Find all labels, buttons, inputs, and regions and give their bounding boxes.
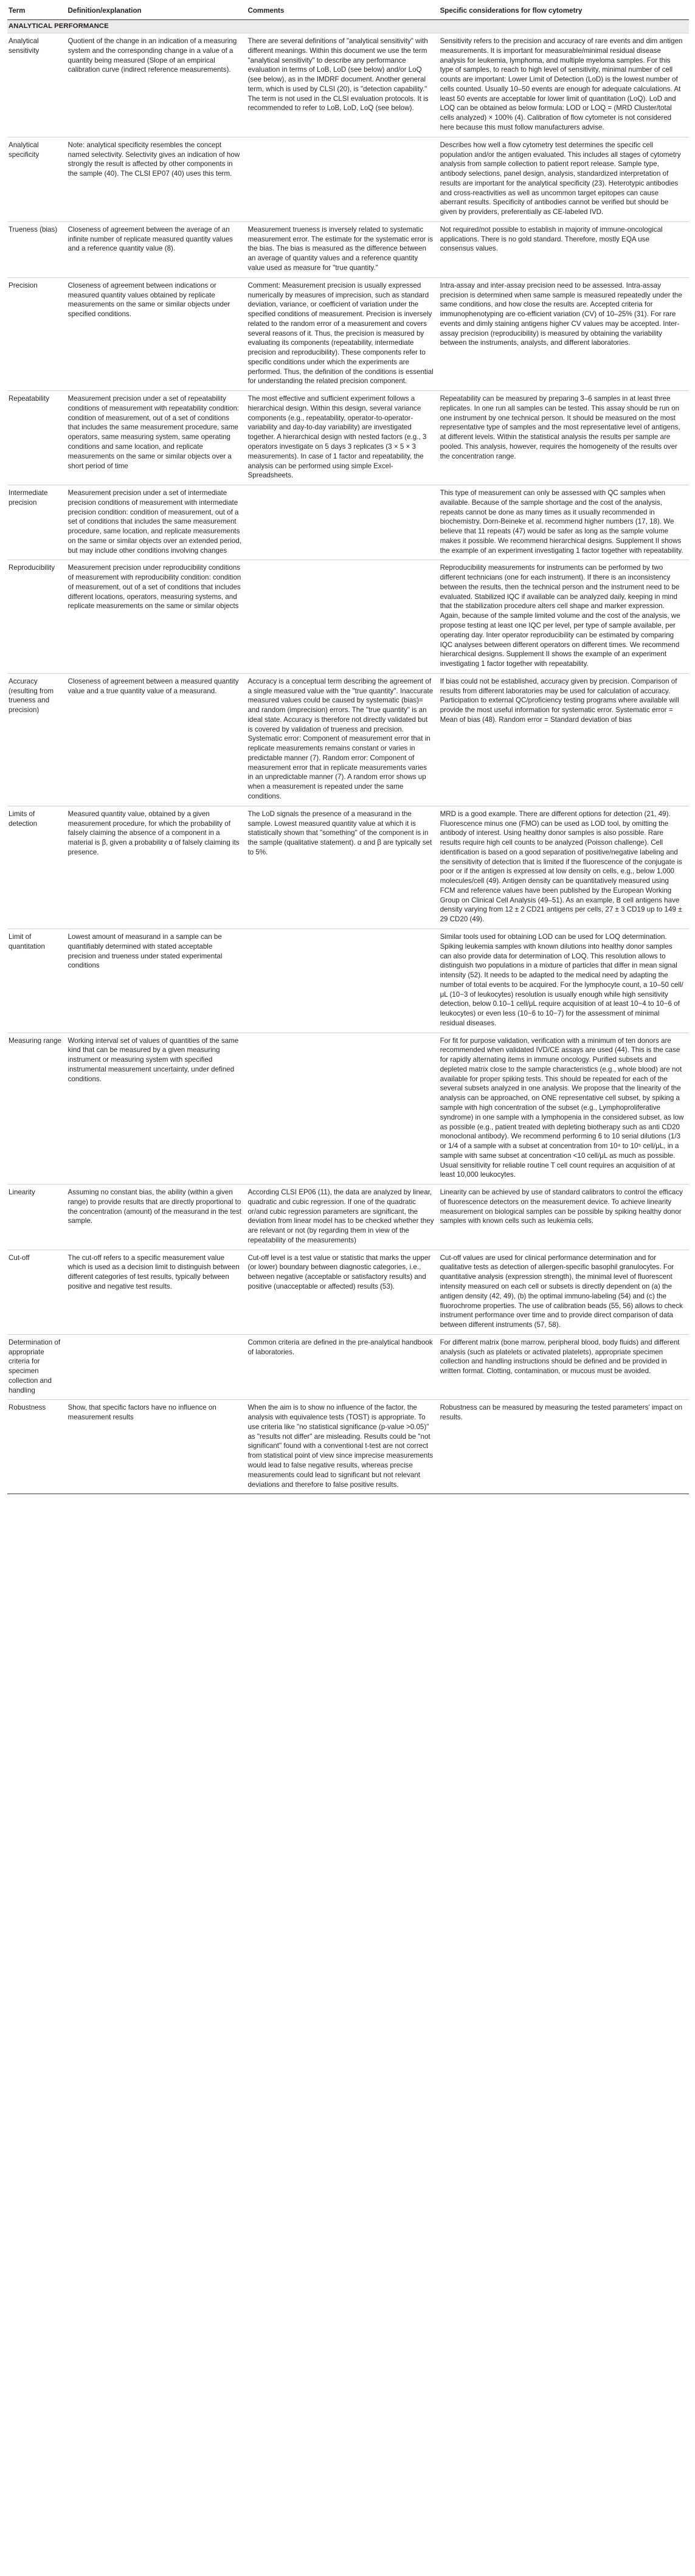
table-header-row xyxy=(7,4,689,19)
header-flow-cytometry: Specific considerations for flow cytometry xyxy=(439,4,689,19)
flow-cell: Similar tools used for obtaining LOD can be used for LOQ determination. Spiking leukemia samples with known dilutions into healthy donor samples can also provide data for determination of LOQ. This resolution allows to distinguish two populations in a mixture of particles that differ in mean signal intensity (52). It needs to be adapted to the medical need by adapting the number of total events to be acquired. For the lymphocyte count, a 10–50 cell/μL (10−3 of leukocytes) resolution is usually enough while high sensitivity detection, below 0.10–1 cell/μL require acquisition of at least 10−4 to 10−6 of leukocytes) or even less (10−6 to 10−7) for the assessment of minimal residual diseases. xyxy=(439,929,689,1033)
comments-cell: Common criteria are defined in the pre-analytical handbook of laboratories. xyxy=(246,1334,438,1400)
term-cell: Cut-off xyxy=(7,1250,67,1334)
term-cell: Analytical specificity xyxy=(7,137,67,221)
table-row xyxy=(7,560,689,673)
flow-cell: Reproducibility measurements for instruments can be performed by two different technicians (one for each instrument). If there is an inconsistency between the results, then the technical person and the instrument need to be evaluated. Stabilized IQC if available can be analyzed daily, keeping in mind that the stabilization procedure alters cell shape and marker expression. Again, because of the sample limited volume and the cost of the analysis, we propose testing at least one IQC per level, per type of sample available, per operating day. Inter operator reproducibility can be estimated by comparing IQC analyses between different operators on different times. We recommend hierarchical designs. Supplement II shows the example of an experiment investigating 1 factor together with repeatability. xyxy=(439,560,689,673)
validation-terms-table xyxy=(7,4,689,1494)
table-row xyxy=(7,673,689,806)
flow-cell: If bias could not be established, accuracy given by precision. Comparison of results from different laboratories may be used for calculation of accuracy. Participation to external QC/proficiency testing programs where available will provide the most useful information for systematic error. Systematic error = Mean of bias (48). Random error = Standard deviation of bias xyxy=(439,673,689,806)
comments-cell: Comment: Measurement precision is usually expressed numerically by measures of imprecision, such as standard deviation, variance, or coefficient of variation under the specified conditions of measurement. Precision is inversely related to the random error of a measurement and covers several reasons of it. Thus, the precision is measured by evaluating its components (repeatability, intermediate precision and reproducibility). These components refer to specific conditions under which the experiments are performed. Thus, the definition of the conditions is essential for understanding the related precision component. xyxy=(246,277,438,390)
definition-cell: Measurement precision under a set of repeatability conditions of measurement with repeatability condition: condition of measurement, out of a set of conditions that includes the same measurement procedure, same operators, same measuring system, same operating conditions and same location, and replicate measurements on the same or similar objects over a short period of time xyxy=(67,391,247,485)
term-cell: Repeatability xyxy=(7,391,67,485)
header-definition: Definition/explanation xyxy=(67,4,247,19)
table-row xyxy=(7,1185,689,1250)
definition-cell xyxy=(67,1334,247,1400)
comments-cell xyxy=(246,560,438,673)
comments-cell: According CLSI EP06 (11), the data are analyzed by linear, quadratic and cubic regression. If one of the quadratic or/and cubic regression parameters are significant, the deviation from linear model has to be checked whether they are relevant or not (by regarding them in view of the repeatability of the measurements) xyxy=(246,1185,438,1250)
table-row xyxy=(7,1334,689,1400)
term-cell: Accuracy (resulting from trueness and precision) xyxy=(7,673,67,806)
definition-cell: Show, that specific factors have no influence on measurement results xyxy=(67,1400,247,1494)
definition-cell: Working interval set of values of quantities of the same kind that can be measured by a given measuring instrument or measuring system with specified instrumental measurement uncertainty, under defined conditions. xyxy=(67,1033,247,1184)
comments-cell: Measurement trueness is inversely related to systematic measurement error. The estimate for the systematic error is the bias. The bias is measured as the difference between an average of quantity values and a reference quantity value used as measure for "true quantity." xyxy=(246,221,438,277)
term-cell: Precision xyxy=(7,277,67,390)
table-row xyxy=(7,221,689,277)
comments-cell: The most effective and sufficient experiment follows a hierarchical design. Within this design, several variance components (e.g., repeatability, operator-to-operator-variability and day-to-day variability) are investigated together. A hierarchical design with nested factors (e.g., 3 operators investigate on 5 days 3 replicates (3 × 5 × 3 measurements). In case of 1 factor and repeatability, the analysis can be performed using simple Excel-Spreadsheets. xyxy=(246,391,438,485)
flow-cell: For fit for purpose validation, verification with a minimum of ten donors are recommended when validated IVD/CE assays are used (44). This is the case for rapidly alternating items in immune oncology. Purified subsets and depleted matrix close to the sample characteristics (e.g., whole blood) are not available for proper spiking tests. This should be repeated for each of the several subsets analyzed in one analysis. We propose that the linearity of the analysis can be approached, on ONE representative cell subset, by spiking a sample with high concentration of the subset (e.g., Lymphoproliferative syndrome) in one sample with a lymphopenia in the considered subset, as low as possible (e.g., patient treated with depleting biotherapy such as anti CD20 monoclonal antibody). We recommend performing 6 to 10 serial dilutions (1/3 or 1/4 of a sample with a subset at concentration from 10⁴ to 10⁵ cell/μL, in a sample with same subset at concentration <10 cell/μL as much as possible. Usual sensitivity for reliable routine T cell count requires an acquisition of at least 10,000 leukocytes. xyxy=(439,1033,689,1184)
term-cell: Analytical sensitivity xyxy=(7,33,67,137)
flow-cell: Sensitivity refers to the precision and accuracy of rare events and dim antigen measurements. It is important for measurable/minimal residual disease analysis for leukemia, lymphoma, and multiple myeloma samples. For this type of samples, to reach to high level of sensitivity, minimal number of cell counts are important: Lower Limit of Detection (LoD) is the lowest number of cells counted. Usually 10–50 events are enough for adequate calculations. At least 50 events are acceptable for lower limit of quantitation (LoQ). LoD and LOQ can be obtained as below formula: LOD or LOQ = (MRD Cluster/total cells analyzed) × 100% (4). Calibration of flow cytometer is not considered here because this must follow manufacturers advise. xyxy=(439,33,689,137)
table-row xyxy=(7,391,689,485)
comments-cell xyxy=(246,137,438,221)
definition-cell: Measured quantity value, obtained by a given measurement procedure, for which the probability of falsely claiming the absence of a component in a material is β, given a probability α of falsely claiming its presence. xyxy=(67,806,247,929)
comments-cell: When the aim is to show no influence of the factor, the analysis with equivalence tests (TOST) is appropriate. To use criteria like "no statistical significance (p-value >0.05)" as "results not differ" are misleading. Results could be "not significant" found with a conventional t-test are not correct from statistical point of view since imprecise measurements would lead to false negative results, whereas precise measurements could lead to significant but not relevant deviations and therefore to false positive results. xyxy=(246,1400,438,1494)
term-cell: Limit of quantitation xyxy=(7,929,67,1033)
comments-cell xyxy=(246,929,438,1033)
flow-cell: This type of measurement can only be assessed with QC samples when available. Because of the sample shortage and the cost of the analysis, repeats cannot be done as many times as it usually recommended in biochemistry. Dorn-Beineke et al. recommend higher numbers (17, 18). We believe that 11 repeats (47) would be safer as long as the sample volume makes it possible. We recommend hierarchical designs. Supplement II shows the example of an experiment investigating 1 factor together with repeatability. xyxy=(439,485,689,560)
table-row xyxy=(7,1400,689,1494)
header-term: Term xyxy=(7,4,67,19)
table-row xyxy=(7,806,689,929)
table-row xyxy=(7,1033,689,1184)
term-cell: Reproducibility xyxy=(7,560,67,673)
definition-cell: Note: analytical specificity resembles the concept named selectivity. Selectivity gives an indication of how strongly the result is affected by other components in the sample (40). The CLSI EP07 (40) uses this term. xyxy=(67,137,247,221)
table-row xyxy=(7,137,689,221)
table-row xyxy=(7,1250,689,1334)
flow-cell: Not required/not possible to establish in majority of immune-oncological applications. There is no gold standard. Therefore, mostly EQA use consensus values. xyxy=(439,221,689,277)
definition-cell: Measurement precision under a set of intermediate precision conditions of measurement with intermediate precision condition: condition of measurement, out of a set of conditions that includes the same measurement procedure, same location, and replicate measurements on the same or similar objects over an extended period, but may include other conditions involving changes xyxy=(67,485,247,560)
comments-cell: There are several definitions of "analytical sensitivity" with different meanings. Within this document we use the term "analytical sensitivity" to describe any performance evaluation in terms of LoB, LoD (see below) and/or LoQ (see below), as in the IMDRF document. Another general term, which is used by CLSI (20), is "detection capability." The term is not used in the CLSI evaluation protocols. It is recommended to refer to LoB, LoD, LoQ (see below). xyxy=(246,33,438,137)
definition-cell: Closeness of agreement between indications or measured quantity values obtained by replicate measurements on the same or similar objects under specified conditions. xyxy=(67,277,247,390)
flow-cell: Linearity can be achieved by use of standard calibrators to control the efficacy of fluorescence detectors on the measurement device. To achieve linearity measurement on biological samples can be possible by spiking healthy donor samples with known cells such as leukemia cells. xyxy=(439,1185,689,1250)
term-cell: Linearity xyxy=(7,1185,67,1250)
definition-cell: The cut-off refers to a specific measurement value which is used as a decision limit to distinguish between different categories of test results, typically between positive and negative test results. xyxy=(67,1250,247,1334)
term-cell: Limits of detection xyxy=(7,806,67,929)
definition-cell: Quotient of the change in an indication of a measuring system and the corresponding change in a value of a quantity being measured (Slope of an empirical calibration curve (indirect reference measurements). xyxy=(67,33,247,137)
flow-cell: Intra-assay and inter-assay precision need to be assessed. Intra-assay precision is determined when same sample is measured repeatedly under the same conditions, and how close the results are. Accepted criteria for immunophenotyping are co-efficient variation (CV) of 10–25% (31). For rare events and dimly staining antigens higher CV values may be accepted. Inter-assay precision (reproducibility) is measured by obtaining the variability between the instruments, analysts, and different laboratories. xyxy=(439,277,689,390)
flow-cell: Describes how well a flow cytometry test determines the specific cell population and/or the antigen evaluated. This includes all stages of cytometry analysis from sample collection to patient report release. Sample type, antibody selections, panel design, analysis, standardized interpretation of results are important for the analytical specificity (23). Heterotypic antibodies and cross-reactivities as well as uncommon target epitopes can cause aberrant results. Specificity of antibodies cannot be verified but should be given by providers, preferentially as CE-labeled IVD. xyxy=(439,137,689,221)
term-cell: Measuring range xyxy=(7,1033,67,1184)
definition-cell: Closeness of agreement between a measured quantity value and a true quantity value of a measurand. xyxy=(67,673,247,806)
flow-cell: MRD is a good example. There are different options for detection (21, 49). Fluorescence minus one (FMO) can be used as LOD tool, by omitting the antibody of interest. Using healthy donor samples is also possible. Rare results require high cell counts to be analyzed (Poisson challenge). Cell identification is based on a good separation of positive/negative labeling and the sensitivity of detection that is limited if the fluorescence of the conjugate is poor or if the antigen is expressed at low density on cells, e.g., below 1,000 molecules/cell (49). Antigen density can be quantitatively measured using FCM and reference values have been published by the European Working Group on Clinical Cell Analysis (49–51). As an example, B cell antigens have density varying from 12 ± 2 CD21 antigens per cells, 27 ± 3 CD19 up to 149 ± 29 CD20 (49). xyxy=(439,806,689,929)
comments-cell: Cut-off level is a test value or statistic that marks the upper (or lower) boundary between diagnostic categories, i.e., between negative (acceptable or satisfactory results) and positive (unacceptable or affected) results (53). xyxy=(246,1250,438,1334)
definition-cell: Lowest amount of measurand in a sample can be quantifiably determined with stated acceptable precision and trueness under stated experimental conditions xyxy=(67,929,247,1033)
section-row xyxy=(7,19,689,33)
comments-cell: Accuracy is a conceptual term describing the agreement of a single measured value with the "true quantity". Inaccurate measured values could be caused by systematic (bias)= and random (imprecision) errors. The "true quantity" is an ideal state. Accuracy is therefore not directly validated but is covered by validation of trueness and precision. Systematic error: Component of measurement error that in replicate measurements remains constant or varies in predictable manner (7). Random error: Component of measurement error that in replicate measurements varies in an unpredictable manner (7). A random error shows up when a measurement is repeated under the same conditions. xyxy=(246,673,438,806)
definition-cell: Closeness of agreement between the average of an infinite number of replicate measured quantity values and a reference quantity value (8). xyxy=(67,221,247,277)
comments-cell: The LoD signals the presence of a measurand in the sample. Lowest measured quantity value at which it is statistically shown that "something" of the component is in the sample (qualitative statement). α and β are typically set to 5%. xyxy=(246,806,438,929)
comments-cell xyxy=(246,1033,438,1184)
term-cell: Robustness xyxy=(7,1400,67,1494)
table-row xyxy=(7,485,689,560)
table-row xyxy=(7,277,689,390)
term-cell: Determination of appropriate criteria for specimen collection and handling xyxy=(7,1334,67,1400)
header-comments: Comments xyxy=(246,4,438,19)
comments-cell xyxy=(246,485,438,560)
flow-cell: Robustness can be measured by measuring the tested parameters' impact on results. xyxy=(439,1400,689,1494)
table-row xyxy=(7,33,689,137)
term-cell: Intermediate precision xyxy=(7,485,67,560)
term-cell: Trueness (bias) xyxy=(7,221,67,277)
flow-cell: Repeatability can be measured by preparing 3–6 samples in at least three replicates. In one run all samples can be tested. This assay should be run on one instrument by one technical person. It should be measured on the most representative type of samples and the most representative level of antigens, at different levels. Within the statistical analysis the results per sample are pooled. This analysis, however, requires the homogeneity of the results over the concentration range. xyxy=(439,391,689,485)
flow-cell: Cut-off values are used for clinical performance determination and for qualitative tests as detection of allergen-specific basophil granulocytes. For quantitative analysis (expression strength), the minimal level of fluorescent intensity measured on each cell or subsets is directly dependent on (a) the antigen density (42, 49), (b) the optimal immuno-labeling (54) and (c) the fluorochrome properties. The use of calibration beads (55, 56) allows to check instrument performance over time and to provide direct comparison of data between different instruments (57, 58). xyxy=(439,1250,689,1334)
table-row xyxy=(7,929,689,1033)
section-title: ANALYTICAL PERFORMANCE xyxy=(7,19,689,33)
definition-cell: Measurement precision under reproducibility conditions of measurement with reproducibility condition: condition of measurement, out of a set of conditions that includes different locations, operators, measuring systems, and replicate measurements on the same or similar objects xyxy=(67,560,247,673)
flow-cell: For different matrix (bone marrow, peripheral blood, body fluids) and different analysis (such as platelets or activated platelets), appropriate specimen collection and handling instructions should be defined and be provided in written format. Clotting, contamination, or mucous must be avoided. xyxy=(439,1334,689,1400)
definition-cell: Assuming no constant bias, the ability (within a given range) to provide results that are directly proportional to the concentration (amount) of the measurand in the test sample. xyxy=(67,1185,247,1250)
